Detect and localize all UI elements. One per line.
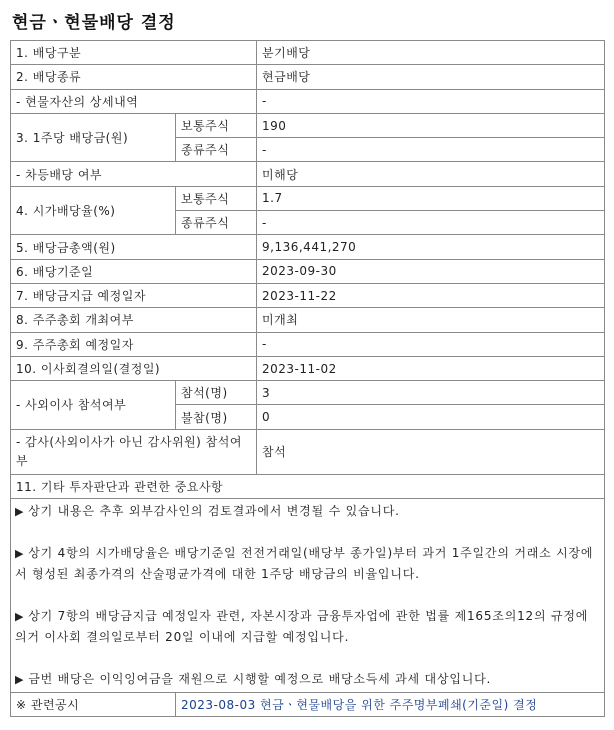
note-1: ▶ 상기 내용은 추후 외부감사인의 검토결과에서 변경될 수 있습니다. [15,504,400,519]
sub-label: 참석(명) [176,381,257,405]
sub-label: 종류주식 [176,138,257,162]
row-label: - 사외이사 참석여부 [11,381,176,430]
row-label: 11. 기타 투자판단과 관련한 중요사항 [11,474,605,498]
table-row [11,332,605,356]
sub-label: 보통주식 [176,113,257,137]
row-value: - [257,89,605,113]
related-disclosure-link[interactable]: 2023-08-03 현금ㆍ현물배당을 위한 주주명부폐쇄(기준일) 결정 [176,693,605,717]
row-value: 분기배당 [257,41,605,65]
table-row [11,429,605,474]
row-label: 2. 배당종류 [11,65,257,89]
row-value: 2023-11-02 [257,356,605,380]
table-row [11,283,605,307]
table-row [11,65,605,89]
row-label: 8. 주주총회 개최여부 [11,308,257,332]
row-label: 9. 주주총회 예정일자 [11,332,257,356]
row-value: 9,136,441,270 [257,235,605,259]
related-row [11,693,605,717]
row-value: 2023-11-22 [257,283,605,307]
table-row [11,235,605,259]
table-row [11,381,605,405]
row-value: 미개최 [257,308,605,332]
row-value: 미해당 [257,162,605,186]
page-title: 현금ㆍ현물배당 결정 [12,13,176,33]
notes-cell [11,499,605,693]
sub-label: 보통주식 [176,186,257,210]
row-value: 2023-09-30 [257,259,605,283]
table-row [11,41,605,65]
table-row [11,474,605,498]
row-label: 4. 시가배당율(%) [11,186,176,235]
notes-row [11,499,605,693]
note-4: ▶ 금번 배당은 이익잉여금을 재원으로 시행할 예정으로 배당소득세 과세 대상입니다. [15,672,492,687]
row-value: 3 [257,381,605,405]
table-row [11,308,605,332]
row-value: 0 [257,405,605,429]
bullet-icon: ▶ [15,673,25,687]
row-label: - 차등배당 여부 [11,162,257,186]
row-label: 10. 이사회결의일(결정일) [11,356,257,380]
bullet-icon: ▶ [15,505,25,519]
row-value: 현금배당 [257,65,605,89]
row-value: 참석 [257,429,605,474]
row-label: 6. 배당기준일 [11,259,257,283]
related-label: ※ 관련공시 [11,693,176,717]
row-label: 7. 배당금지급 예정일자 [11,283,257,307]
table-row [11,259,605,283]
table-row [11,162,605,186]
row-value: - [257,211,605,235]
table-row [11,186,605,210]
table-row [11,113,605,137]
note-2: ▶ 상기 4항의 시가배당율은 배당기준일 전전거래일(배당부 종가일)부터 과거 1주일간의 거래소 시장에서 형성된 최종가격의 산술평균가격에 대한 1주당 배당금의 비율입니다. [15,546,594,582]
row-label: 3. 1주당 배당금(원) [11,113,176,162]
bullet-icon: ▶ [15,547,25,561]
bullet-icon: ▶ [15,610,25,624]
table-row [11,356,605,380]
row-value: - [257,138,605,162]
row-label: 5. 배당금총액(원) [11,235,257,259]
row-label: - 현물자산의 상세내역 [11,89,257,113]
row-value: 1.7 [257,186,605,210]
table-row [11,89,605,113]
disclosure-table [10,40,605,717]
row-value: 190 [257,113,605,137]
row-label: - 감사(사외이사가 아닌 감사위원) 참석여부 [11,429,257,474]
sub-label: 불참(명) [176,405,257,429]
note-3: ▶ 상기 7항의 배당금지급 예정일자 관련, 자본시장과 금융투자업에 관한 법률 제165조의12의 규정에 의거 이사회 결의일로부터 20일 이내에 지급할 예정입니다. [15,609,589,645]
row-label: 1. 배당구분 [11,41,257,65]
sub-label: 종류주식 [176,211,257,235]
row-value: - [257,332,605,356]
